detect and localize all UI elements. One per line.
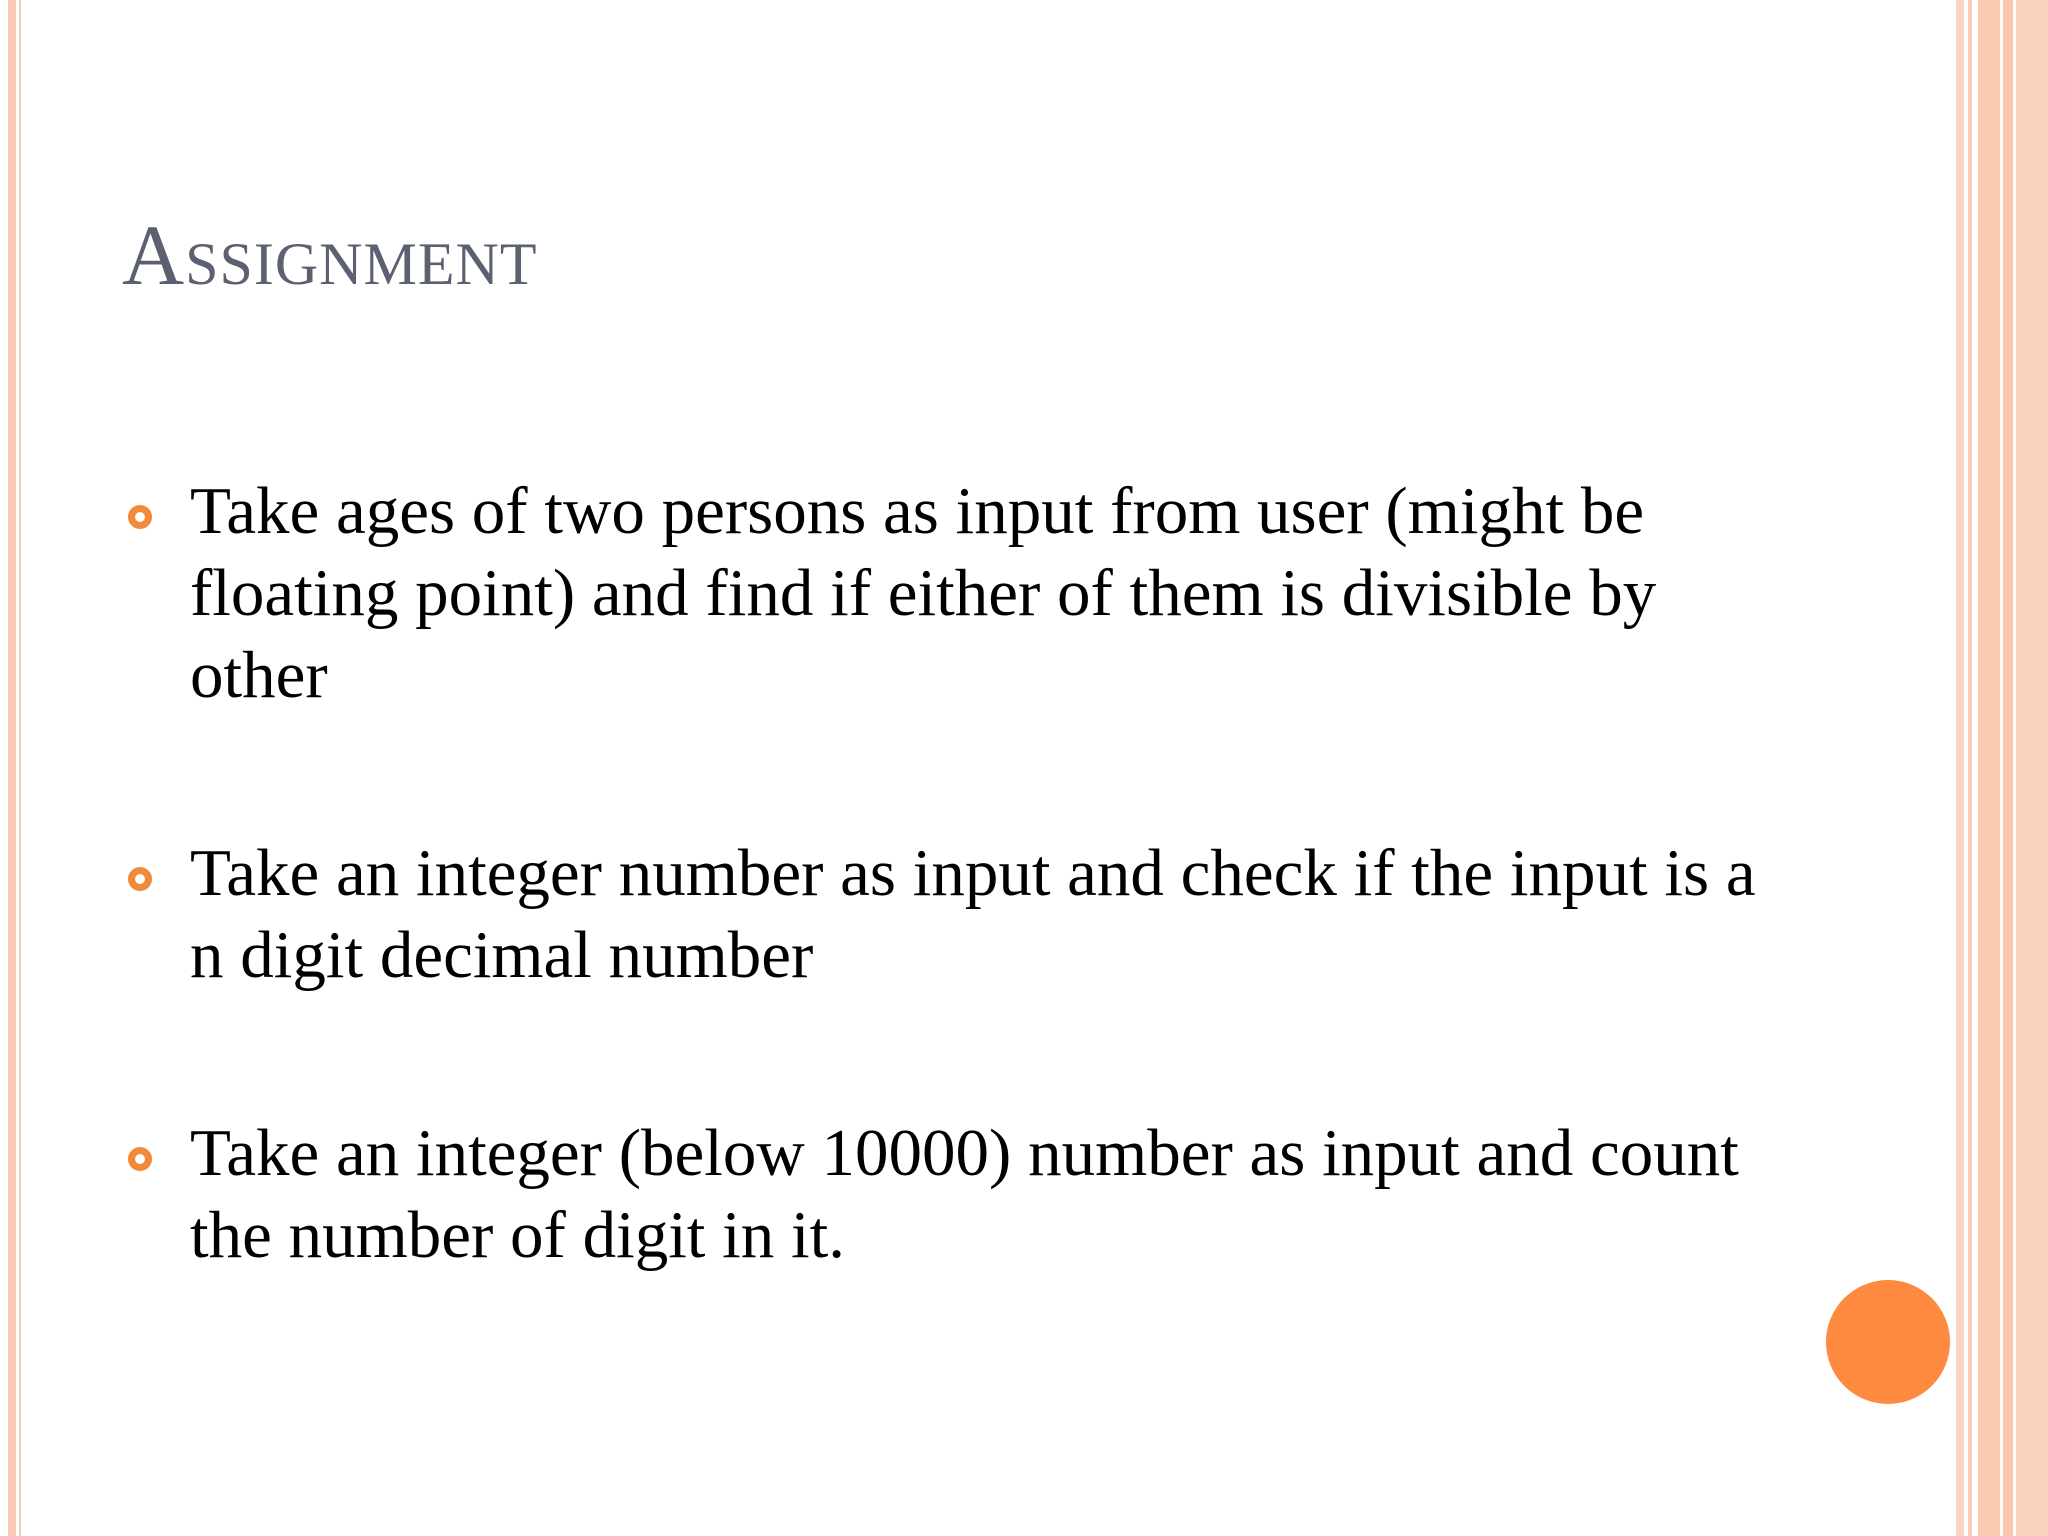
bullet-circle-icon (128, 505, 152, 529)
bullet-text: Take an integer (below 10000) number as input and count the number of digit in it. (190, 1116, 1739, 1272)
right-border-stripe (1956, 0, 1964, 1536)
right-border-stripe (2016, 0, 2048, 1536)
bullet-item (122, 470, 1822, 716)
accent-circle (1826, 1280, 1950, 1404)
slide-title: Assignment (122, 207, 538, 303)
bullet-text: Take ages of two persons as input from user (might be floating point) and find if either of them is divisible by other (190, 474, 1657, 712)
bullet-circle-icon (128, 1147, 152, 1171)
right-border-stripe (1978, 0, 2000, 1536)
right-border-stripe (2003, 0, 2013, 1536)
bullet-circle-icon (128, 867, 152, 891)
left-border-line (8, 0, 16, 1536)
bullet-item (122, 1112, 1822, 1276)
bullet-text: Take an integer number as input and check if the input is a n digit decimal number (190, 836, 1756, 992)
bullet-item (122, 832, 1822, 996)
left-border-line-thin (19, 0, 21, 1536)
